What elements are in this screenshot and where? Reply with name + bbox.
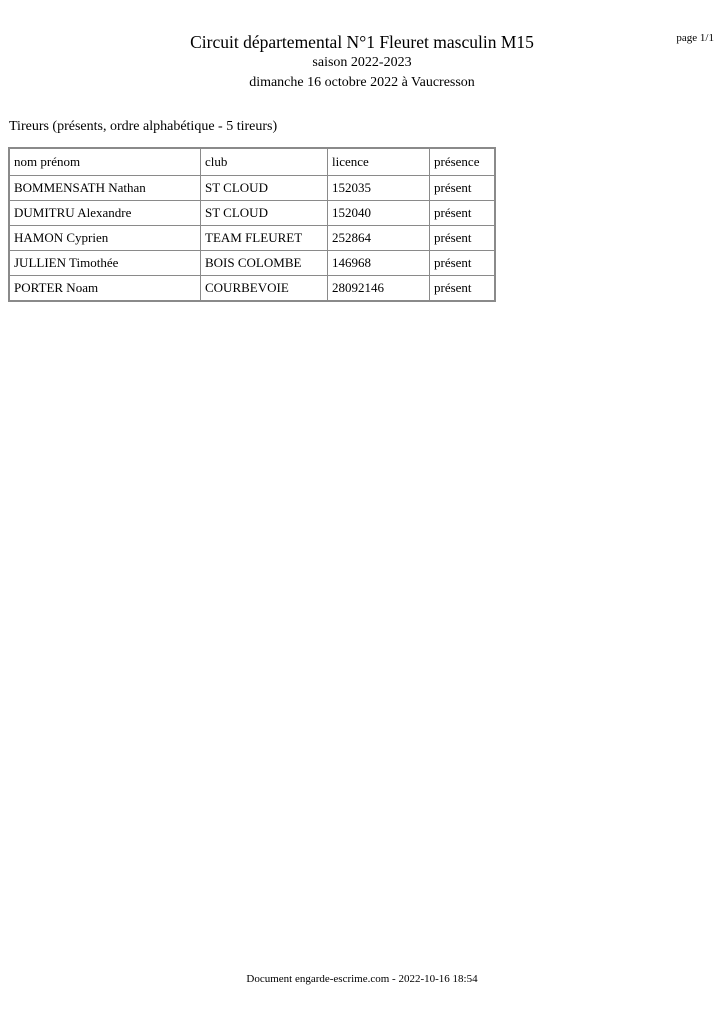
table-header-row (9, 148, 495, 176)
cell-presence: présent (430, 276, 496, 302)
column-header-club: club (201, 148, 328, 176)
table-row (9, 251, 495, 276)
season-label: saison 2022-2023 (312, 55, 412, 70)
document-header (0, 31, 724, 93)
cell-licence: 146968 (328, 251, 430, 276)
section-title: Tireurs (présents, ordre alphabétique - 5 tireurs) (9, 119, 278, 134)
competition-title: Circuit départemental N°1 Fleuret masculin M15 (190, 32, 534, 52)
cell-presence: présent (430, 251, 496, 276)
cell-name: DUMITRU Alexandre (9, 201, 201, 226)
cell-club: ST CLOUD (201, 201, 328, 226)
document-footer: Document engarde-escrime.com - 2022-10-16 18:54 (246, 973, 478, 985)
cell-name: JULLIEN Timothée (9, 251, 201, 276)
fencers-table (8, 147, 496, 302)
cell-club: TEAM FLEURET (201, 226, 328, 251)
column-header-licence: licence (328, 148, 430, 176)
cell-name: BOMMENSATH Nathan (9, 176, 201, 201)
table-row (9, 226, 495, 251)
cell-name: HAMON Cyprien (9, 226, 201, 251)
column-header-presence: présence (430, 148, 496, 176)
cell-licence: 28092146 (328, 276, 430, 302)
table-row (9, 276, 495, 302)
page-number: page 1/1 (676, 32, 714, 44)
cell-licence: 252864 (328, 226, 430, 251)
cell-licence: 152035 (328, 176, 430, 201)
table-row (9, 201, 495, 226)
cell-club: BOIS COLOMBE (201, 251, 328, 276)
cell-club: ST CLOUD (201, 176, 328, 201)
cell-club: COURBEVOIE (201, 276, 328, 302)
cell-presence: présent (430, 176, 496, 201)
cell-presence: présent (430, 201, 496, 226)
date-place-label: dimanche 16 octobre 2022 à Vaucresson (249, 75, 475, 90)
column-header-name: nom prénom (9, 148, 201, 176)
cell-name: PORTER Noam (9, 276, 201, 302)
table-row (9, 176, 495, 201)
cell-presence: présent (430, 226, 496, 251)
cell-licence: 152040 (328, 201, 430, 226)
